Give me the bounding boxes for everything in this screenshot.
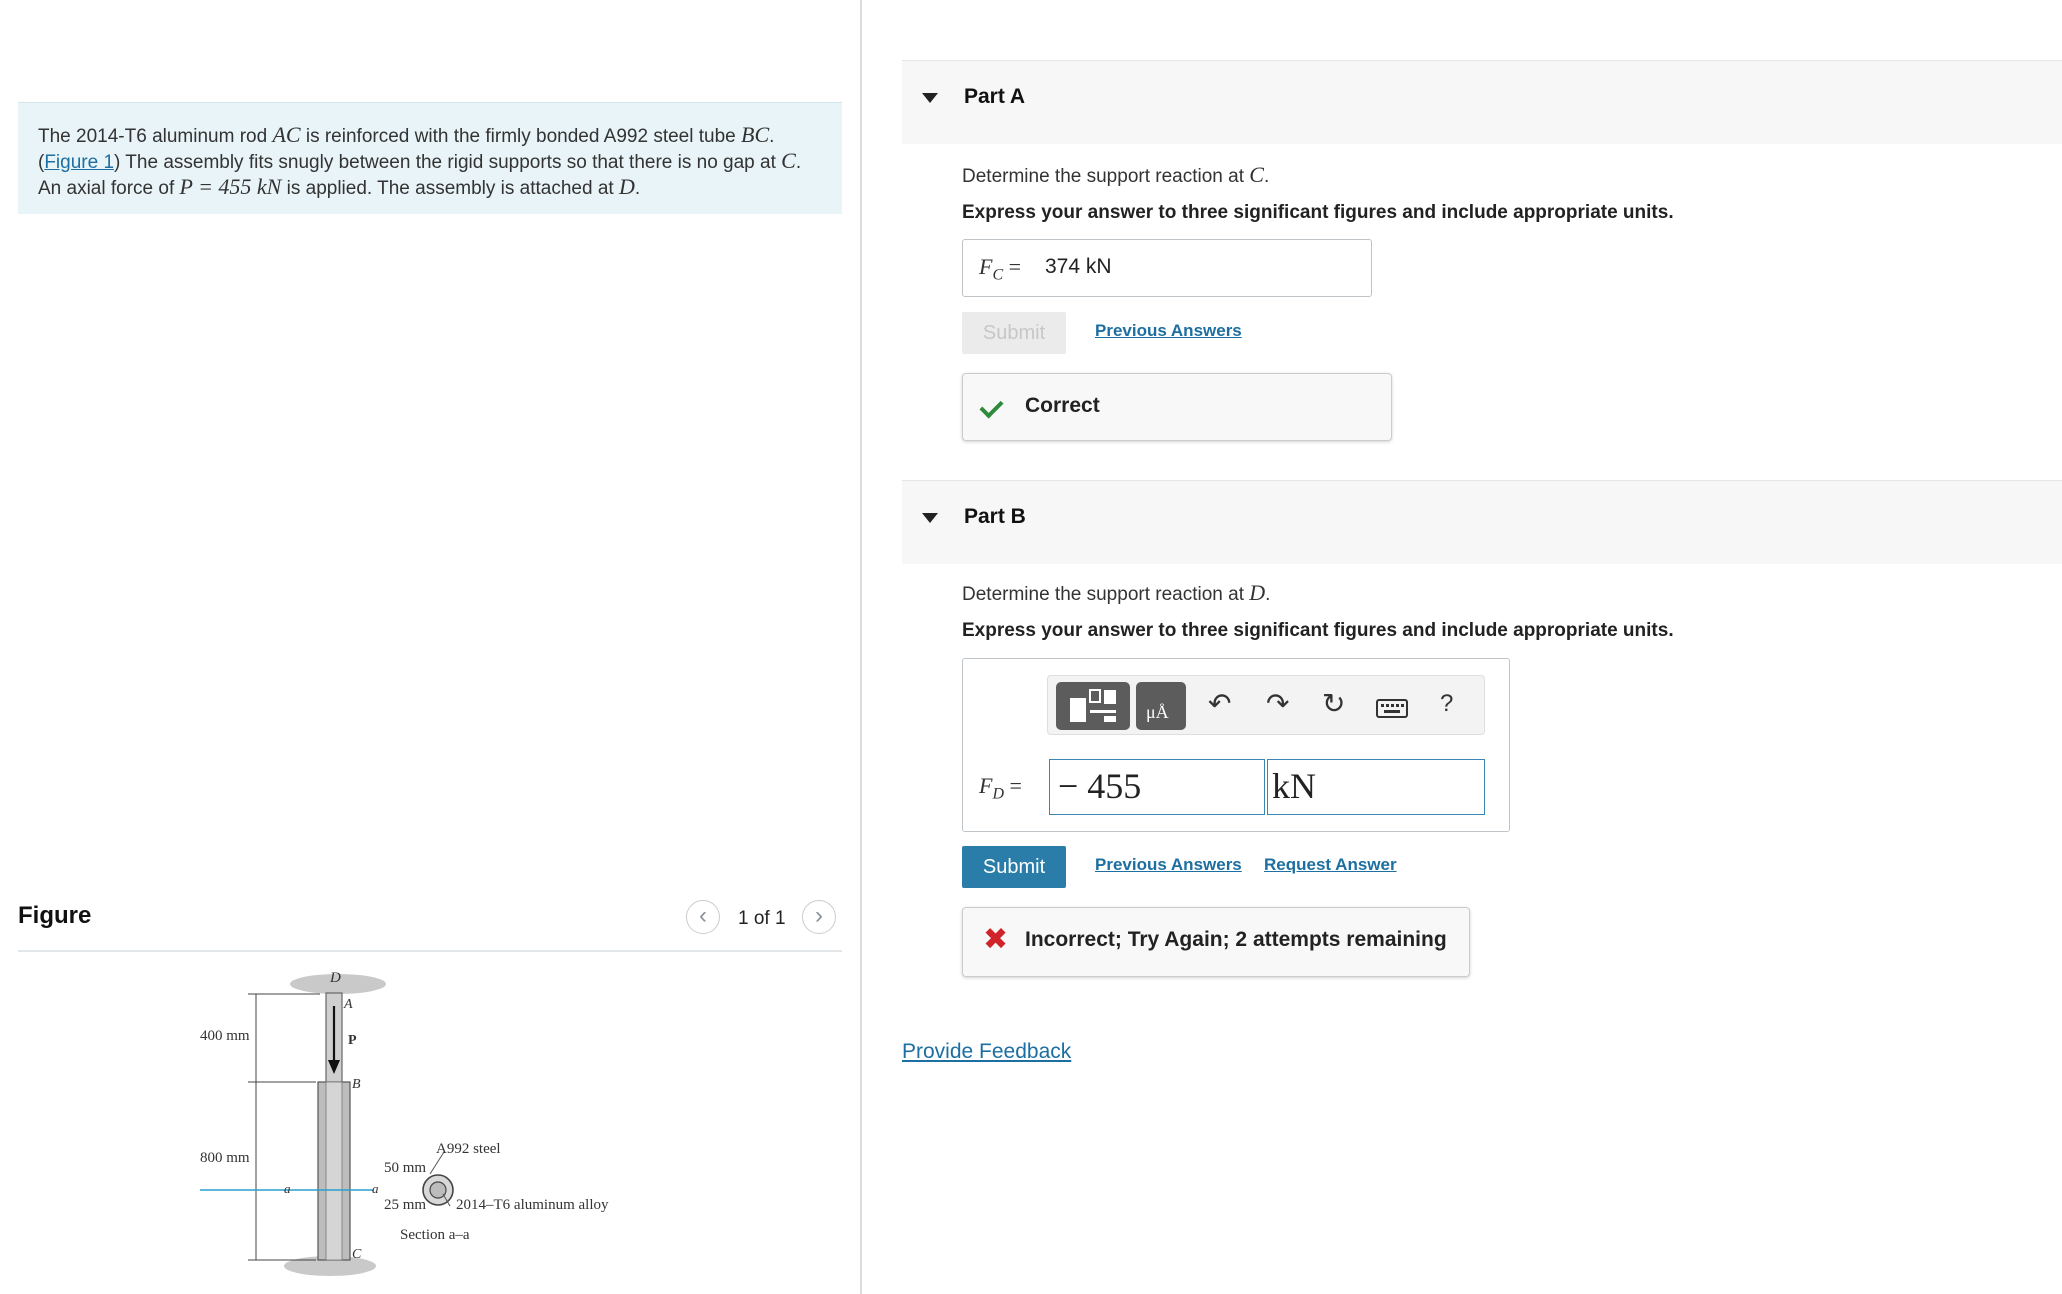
attach-point-var: D [618, 174, 635, 199]
dim-lower-label: 800 mm [200, 1150, 250, 1166]
figure-title: Figure [18, 902, 92, 929]
templates-icon[interactable] [1056, 682, 1130, 730]
answer-label [979, 254, 1021, 284]
tube-var: BC [741, 122, 770, 147]
units-icon[interactable] [1136, 682, 1186, 730]
undo-icon[interactable]: ↶ [1208, 688, 1232, 719]
outer-diameter-label: 50 mm [384, 1160, 427, 1176]
steel-label: A992 steel [436, 1141, 501, 1157]
alloy-label: 2014–T6 aluminum alloy [456, 1197, 609, 1213]
feedback-text: Correct [1025, 394, 1100, 417]
problem-text: is reinforced with the firmly bonded A992 steel tube [300, 126, 741, 147]
section-label: Section a–a [400, 1227, 470, 1243]
figure-drawing [200, 960, 660, 1294]
question-text: . [1265, 584, 1271, 605]
part-b-previous-answers-link[interactable]: Previous Answers [1095, 855, 1242, 874]
help-icon[interactable]: ? [1440, 690, 1454, 717]
part-b-submit-button[interactable]: Submit [962, 846, 1066, 888]
keyboard-icon[interactable] [1376, 694, 1408, 726]
problem-text: ) The assembly fits snugly between the rigid supports so that there is no gap at [114, 152, 782, 173]
problem-text: . ( [38, 126, 775, 173]
part-b-instruction: Express your answer to three significant figures and include appropriate units. [962, 620, 1674, 641]
question-var: D [1249, 580, 1266, 605]
units-tile-label: μÅ [1146, 702, 1169, 722]
dim-upper-label: 400 mm [200, 1028, 250, 1044]
part-a-feedback [962, 373, 1392, 441]
answer-var: F [979, 254, 993, 279]
question-text: Determine the support reaction at [962, 166, 1250, 187]
force-expression: P = 455 kN [179, 174, 282, 199]
problem-text: . [634, 178, 641, 199]
figure-link[interactable]: Figure 1 [44, 152, 115, 173]
value-input[interactable]: − 455 [1049, 759, 1265, 815]
gap-point-var: C [781, 148, 796, 173]
rod-inside-tube [326, 1082, 342, 1260]
answer-label [979, 773, 1022, 803]
part-b-answer-editor [962, 658, 1510, 832]
figure-counter: 1 of 1 [738, 908, 786, 929]
collapse-triangle-icon [922, 93, 938, 103]
part-a-previous-answers-link[interactable]: Previous Answers [1095, 321, 1242, 340]
cut-a-left: a [284, 1181, 291, 1196]
answer-subscript: D [992, 785, 1005, 803]
question-text: . [1263, 166, 1270, 187]
label-A: A [344, 997, 353, 1012]
part-a-instruction: Express your answer to three significant figures and include appropriate units. [962, 202, 1674, 223]
feedback-text: Incorrect; Try Again; 2 attempts remaining [1025, 928, 1447, 951]
answer-var: F [979, 773, 993, 798]
unit-input[interactable]: kN [1267, 759, 1485, 815]
provide-feedback-link[interactable]: Provide Feedback [902, 1040, 1072, 1063]
label-D: D [330, 970, 341, 986]
part-a-label: Part A [964, 85, 1026, 108]
left-pane [0, 0, 860, 1294]
label-C: C [352, 1247, 362, 1262]
part-b-question [962, 580, 1270, 606]
answer-subscript: C [992, 266, 1004, 284]
inner-diameter-label: 25 mm [384, 1197, 427, 1213]
reset-icon[interactable]: ↻ [1322, 688, 1346, 719]
request-answer-link[interactable]: Request Answer [1264, 855, 1397, 874]
question-text: Determine the support reaction at [962, 584, 1250, 605]
question-var: C [1249, 162, 1264, 187]
equals-sign: = [1003, 254, 1022, 279]
problem-text: . An axial force of [38, 152, 802, 199]
part-b-header[interactable] [902, 480, 2062, 564]
problem-text: The 2014-T6 aluminum rod [38, 126, 273, 147]
part-b-feedback [962, 907, 1470, 977]
part-a-submit-button[interactable]: Submit [962, 312, 1066, 354]
rod-var: AC [272, 122, 301, 147]
equals-sign: = [1004, 773, 1022, 798]
check-icon [979, 394, 1003, 418]
collapse-triangle-icon [922, 513, 938, 523]
problem-text: is applied. The assembly is attached at [281, 178, 619, 199]
cut-a-right: a [372, 1181, 379, 1196]
part-a-header[interactable] [902, 60, 2062, 144]
part-a-question [962, 162, 1269, 188]
figure-header [18, 894, 842, 952]
redo-icon[interactable]: ↷ [1266, 688, 1290, 719]
chevron-left-icon[interactable]: ‹ [686, 900, 720, 934]
math-toolbar [1047, 675, 1485, 735]
part-b-label: Part B [964, 505, 1026, 528]
part-a-answer-box [962, 239, 1372, 297]
pane-divider[interactable] [860, 0, 862, 1294]
label-P: P [348, 1033, 357, 1048]
part-a-answer-value: 374 kN [1045, 255, 1112, 278]
chevron-right-icon[interactable]: › [802, 900, 836, 934]
x-icon: ✖ [983, 923, 1009, 956]
problem-statement [18, 102, 842, 214]
label-B: B [352, 1077, 361, 1092]
